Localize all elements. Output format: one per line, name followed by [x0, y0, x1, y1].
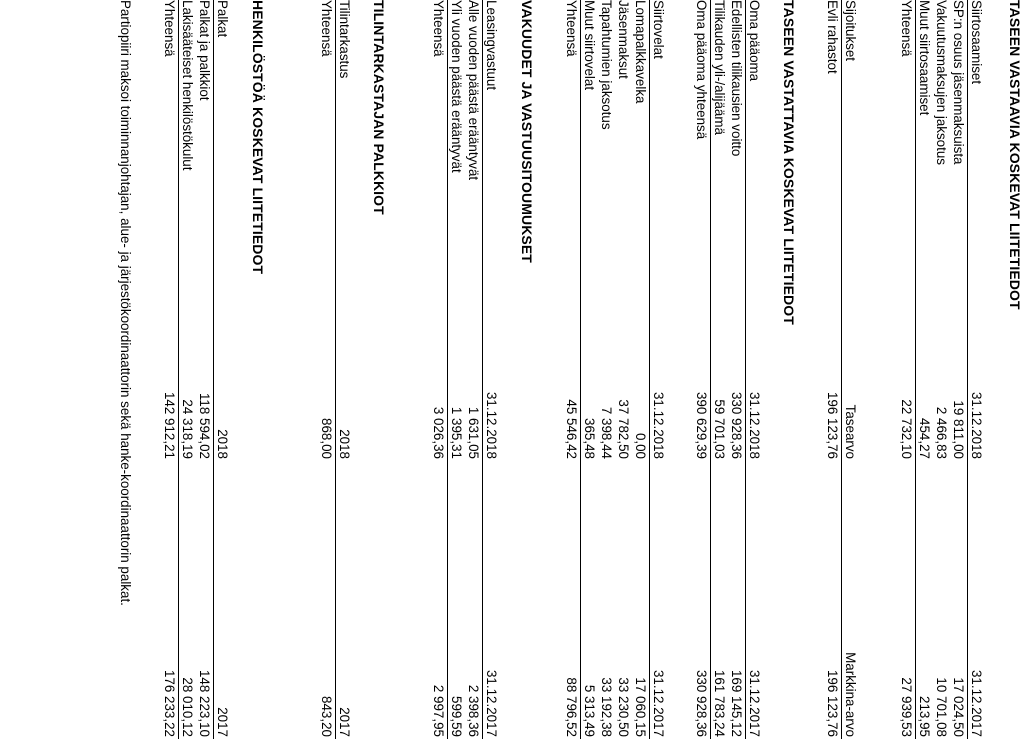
- table-row: [465, 0, 482, 739]
- header-col-2017: 2017: [215, 707, 230, 737]
- total-label: Yhteensä: [564, 0, 579, 57]
- header-label: Tilintarkastus: [337, 0, 352, 79]
- header-label: Siirtovelat: [651, 0, 666, 59]
- header-col-market-value: Markkina-arvo: [843, 652, 858, 737]
- header-label: Sijoitukset: [843, 0, 858, 62]
- total-label: Oma pääoma yhteensä: [694, 0, 709, 140]
- row-value-2017: 10 701,08: [934, 677, 949, 737]
- table-leasing: [430, 0, 500, 739]
- table-row: [950, 0, 967, 739]
- table-row: [933, 0, 950, 739]
- section-title-personnel: HENKILÖSTÖÄ KOSKEVAT LIITETIEDOT: [250, 0, 266, 275]
- table-total-row: [430, 0, 447, 739]
- row-label: Yli vuoden päästä erääntyvät: [449, 0, 464, 173]
- header-col-2018: 2018: [337, 429, 352, 459]
- row-label: Tapahtumien jaksotus: [599, 0, 614, 130]
- table-total-row: [563, 0, 580, 739]
- table-salaries: [161, 0, 231, 739]
- row-value-2017: 33 230,50: [616, 677, 631, 737]
- section-title-assets: TASEEN VASTAAVIA KOSKEVAT LIITETIEDOT: [1007, 0, 1023, 310]
- table-row: [710, 0, 728, 739]
- row-value-2018: 1 631,05: [466, 406, 481, 459]
- row-label: Vakuutusmaksujen jaksotus: [934, 0, 949, 165]
- row-value-2018: 1 395,31: [449, 406, 464, 459]
- row-label: Tilikauden yli-/alijäämä: [712, 0, 727, 135]
- row-value-2018: 19 811,00: [951, 400, 966, 459]
- total-label: Yhteensä: [899, 0, 914, 57]
- row-value-2017: 599,59: [449, 696, 464, 737]
- table-total-row: [318, 0, 335, 739]
- total-value-2017: 176 233,22: [162, 669, 177, 737]
- header-col-2018: 31.12.2018: [651, 391, 666, 459]
- header-col-2017: 31.12.2017: [747, 669, 762, 737]
- total-value-2018: 142 912,21: [162, 391, 177, 459]
- row-value-2017: 213,95: [917, 696, 932, 737]
- row-label: Palkat ja palkkiot: [197, 0, 212, 101]
- row-value-2017: 2 398,36: [466, 684, 481, 737]
- total-label: Yhteensä: [162, 0, 177, 57]
- total-value-2018: 390 629,39: [694, 391, 709, 459]
- table-total-row: [161, 0, 178, 739]
- total-value-2017: 88 796,52: [564, 677, 579, 737]
- header-label: Leasingvastuut: [484, 0, 499, 91]
- header-col-2018: 31.12.2018: [969, 391, 984, 459]
- row-value-2018: 37 782,50: [616, 399, 631, 459]
- total-label: Yhteensä: [431, 0, 446, 57]
- total-value-2017: 2 997,95: [431, 684, 446, 737]
- section-title-liabilities: TASEEN VASTATTAVIA KOSKEVAT LIITETIEDOT: [781, 0, 797, 325]
- row-value-2017: 161 783,24: [712, 669, 727, 737]
- total-value-2017: 843,20: [319, 696, 334, 737]
- row-value-2017: 148 223,10: [197, 669, 212, 737]
- row-value-2017: 17 024,50: [951, 677, 966, 737]
- row-value-book: 196 123,76: [825, 391, 840, 459]
- row-value-2018: 59 701,03: [712, 399, 727, 459]
- table-row: [178, 0, 196, 739]
- total-value-2018: 868,00: [319, 418, 334, 459]
- row-value-2017: 33 192,38: [599, 677, 614, 737]
- row-value-2018: 0,00: [633, 432, 648, 459]
- row-value-2017: 169 145,12: [729, 669, 744, 737]
- table-header: [841, 0, 859, 739]
- header-col-book-value: Tasearvo: [843, 404, 858, 459]
- row-label: SP:n osuus jäsenmaksuista: [951, 0, 966, 165]
- table-header: [213, 0, 231, 739]
- table-header: [967, 0, 985, 739]
- row-label: Lomapalkkavelka: [633, 0, 648, 104]
- table-row: [447, 0, 465, 739]
- header-col-2017: 31.12.2017: [651, 669, 666, 737]
- row-value-2018: 330 928,36: [729, 391, 744, 459]
- row-label: Edellisten tilikausien voitto: [729, 0, 744, 157]
- table-row: [728, 0, 745, 739]
- row-value-2018: 24 318,19: [180, 399, 195, 459]
- table-equity: [693, 0, 763, 739]
- row-value-market: 196 123,76: [825, 669, 840, 737]
- row-value-2018: 365,48: [582, 418, 597, 459]
- table-row: [824, 0, 841, 739]
- header-col-2018: 2018: [215, 429, 230, 459]
- total-value-2017: 27 939,53: [899, 677, 914, 737]
- row-label: Alle vuoden päästä erääntyvät: [466, 0, 481, 181]
- row-label: Muut siirtovelat: [582, 0, 597, 91]
- table-row: [196, 0, 213, 739]
- table-header: [745, 0, 763, 739]
- row-label: Lakisääteiset henkilöstökulut: [180, 0, 195, 171]
- header-col-2017: 31.12.2017: [969, 669, 984, 737]
- header-col-2017: 2017: [337, 707, 352, 737]
- table-row: [915, 0, 933, 739]
- table-row: [580, 0, 598, 739]
- header-label: Siirtosaamiset: [969, 0, 984, 85]
- total-value-2017: 330 928,36: [694, 669, 709, 737]
- table-row: [615, 0, 632, 739]
- section-title-commitments: VAKUUDET JA VASTUUSITOUMUKSET: [519, 0, 535, 263]
- row-value-2018: 454,27: [917, 418, 932, 459]
- table-total-row: [898, 0, 915, 739]
- header-col-2018: 31.12.2018: [747, 391, 762, 459]
- total-label: Yhteensä: [319, 0, 334, 57]
- row-value-2018: 2 466,83: [934, 406, 949, 459]
- table-row: [632, 0, 649, 739]
- header-label: Oma pääoma: [747, 0, 762, 82]
- section-title-auditor: TILINTARKASTAJAN PALKKIOT: [371, 0, 387, 215]
- table-header: [649, 0, 667, 739]
- table-receivables: [898, 0, 985, 739]
- row-label: Jäsenmaksut: [616, 0, 631, 79]
- table-header: [482, 0, 500, 739]
- row-label: Evli rahastot: [825, 0, 840, 74]
- row-value-2018: 118 594,02: [197, 392, 212, 459]
- total-value-2018: 22 732,10: [899, 399, 914, 459]
- total-value-2018: 3 026,36: [431, 406, 446, 459]
- table-total-row: [693, 0, 710, 739]
- row-value-2018: 7 398,44: [599, 406, 614, 459]
- row-label: Muut siirtosaamiset: [917, 0, 932, 116]
- row-value-2017: 28 010,12: [180, 677, 195, 737]
- header-col-2018: 31.12.2018: [484, 391, 499, 459]
- row-value-2017: 17 060,15: [633, 677, 648, 737]
- row-value-2017: 5 313,49: [582, 684, 597, 737]
- table-investments: [824, 0, 859, 739]
- header-label: Palkat: [215, 0, 230, 38]
- table-header: [335, 0, 353, 739]
- table-row: [598, 0, 615, 739]
- total-value-2018: 45 546,42: [564, 399, 579, 459]
- header-col-2017: 31.12.2017: [484, 669, 499, 737]
- personnel-note: Partiopiiri maksoi toiminnanjohtajan, alue- ja järjestökoordinaattorin sekä hanke-koordinaattorin palkat.: [118, 0, 133, 606]
- table-auditor: [318, 0, 353, 739]
- table-accruals: [563, 0, 667, 739]
